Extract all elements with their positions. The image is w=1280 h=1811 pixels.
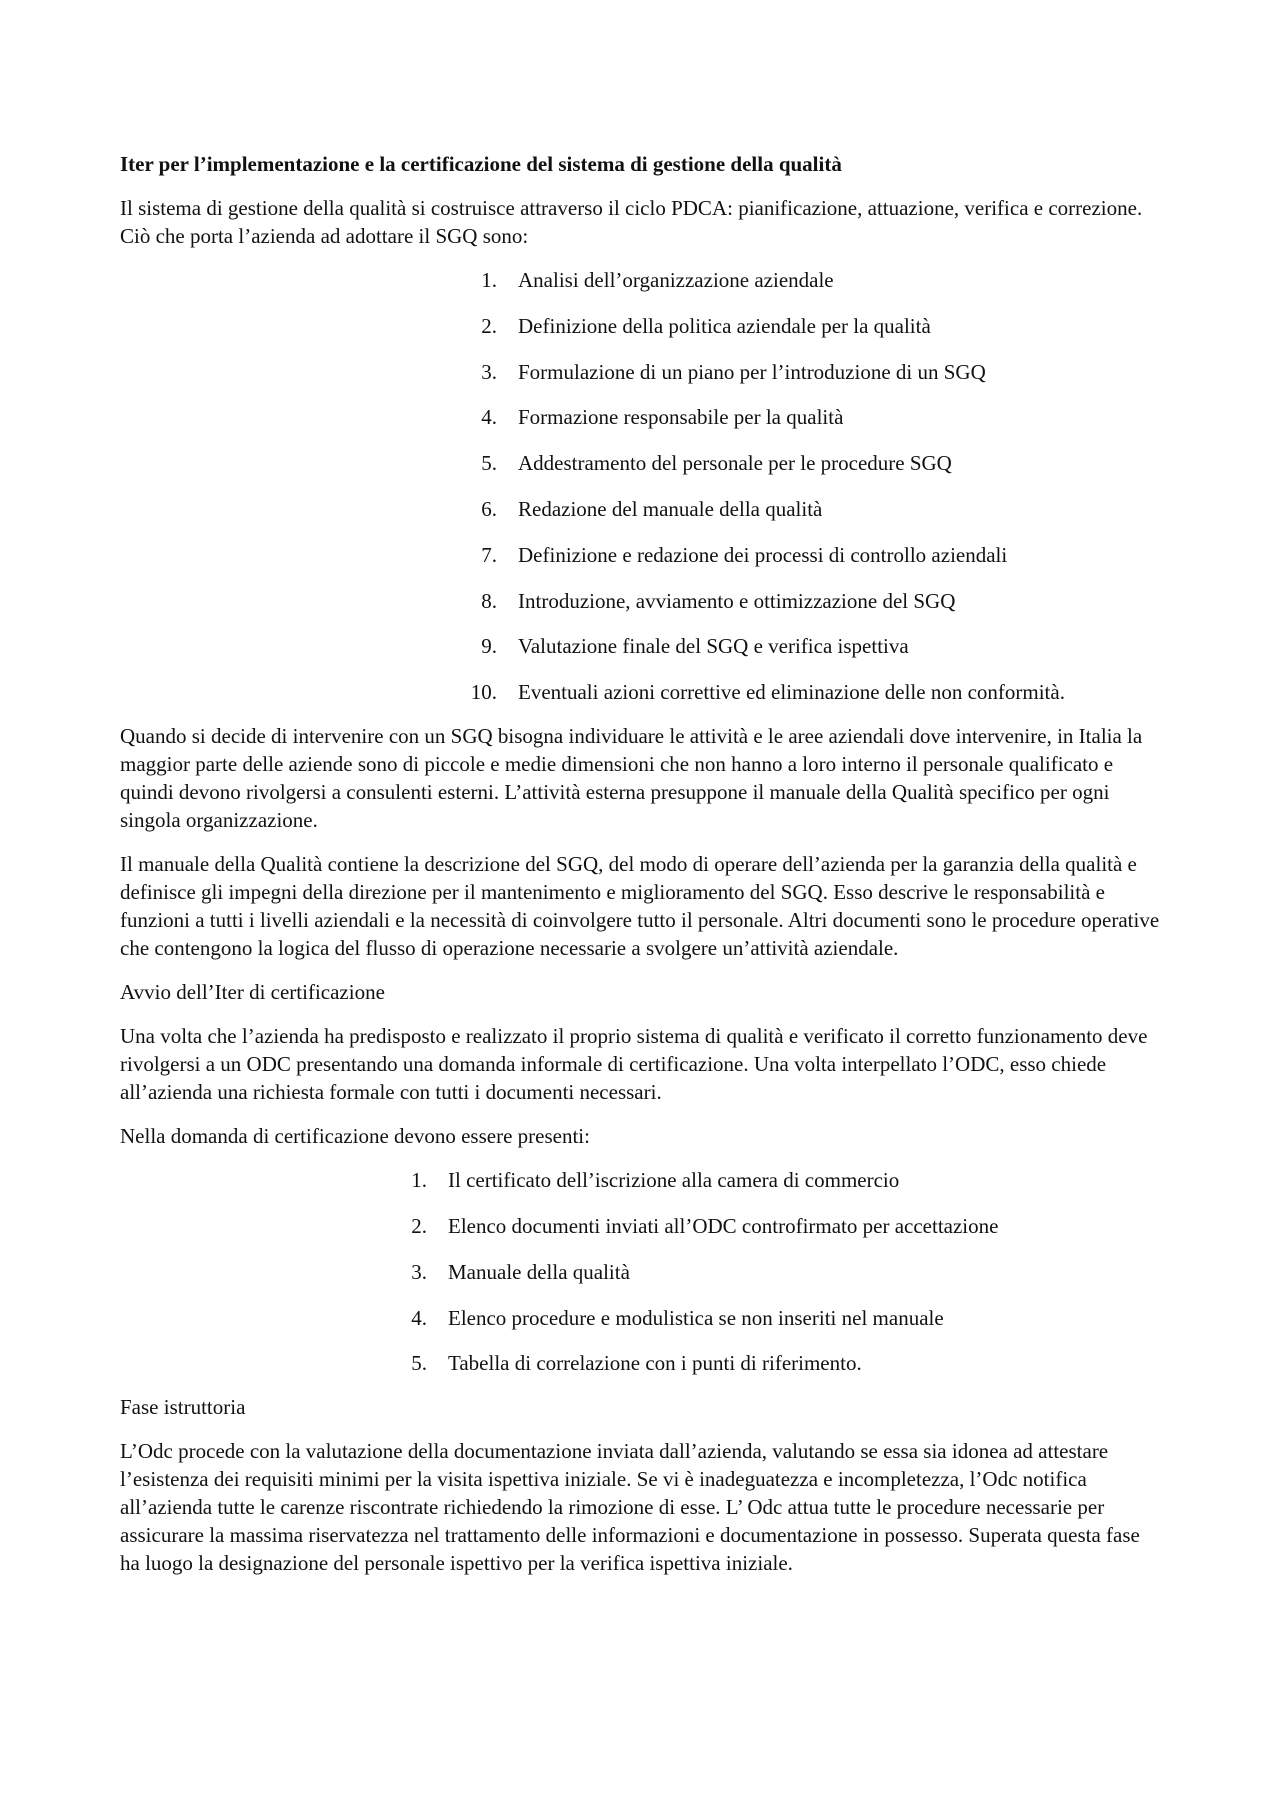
list-item-text: Addestramento del personale per le procedure SGQ	[518, 451, 952, 476]
implementation-steps-list	[120, 266, 1160, 706]
list-item-number: 1.	[481, 268, 497, 292]
intro-paragraph: Il sistema di gestione della qualità si costruisce attraverso il ciclo PDCA: pianificazione, attuazione, verifica e correzione. Ciò che porta l’azienda ad adottare il SGQ sono:	[120, 196, 1143, 248]
list-item-number: 4.	[481, 405, 497, 430]
list-item	[387, 1258, 1160, 1286]
list-item-text: Definizione e redazione dei processi di controllo aziendali	[518, 542, 1008, 567]
list-item-number: 9.	[481, 634, 497, 659]
list-item-text: Redazione del manuale della qualità	[518, 496, 823, 521]
list-item-text: Introduzione, avviamento e ottimizzazione del SGQ	[518, 588, 956, 613]
list-item-text: Formazione responsabile per la qualità	[518, 405, 844, 430]
list-item	[457, 587, 1160, 615]
list-item-text: Elenco documenti inviati all’ODC controfirmato per accettazione	[448, 1213, 999, 1238]
list-item-text: Manuale della qualità	[448, 1259, 630, 1284]
list-item	[387, 1166, 1160, 1194]
istruttoria-paragraph: L’Odc procede con la valutazione della documentazione inviata dall’azienda, valutando se essa sia idonea ad attestare l’esistenza dei requisiti minimi per la visita ispettiva iniziale. Se vi è inadeguatezza e incompletezza, l’Odc notifica all’azienda tutte le carenze riscontrate richiedendo la rimozione di esse. L’ Odc attua tutte le procedure necessarie per assicurare la massima riservatezza nel trattamento delle informazioni e documentazione in possesso. Superata questa fase ha luogo la designazione del personale ispettivo per la verifica ispettiva iniziale.	[120, 1439, 1140, 1576]
list-item-text: Definizione della politica aziendale per la qualità	[518, 313, 931, 338]
list-item-text: Tabella di correlazione con i punti di riferimento.	[448, 1351, 862, 1376]
list-item-text: Eventuali azioni correttive ed eliminazione delle non conformità.	[518, 680, 1065, 705]
list-item-number: 2.	[481, 313, 497, 338]
list-item-number: 3.	[411, 1259, 427, 1284]
list-item	[457, 449, 1160, 477]
document-title: Iter per l’implementazione e la certificazione del sistema di gestione della qualità	[120, 152, 842, 176]
list-item	[457, 266, 1160, 294]
list-item-number: 7.	[481, 542, 497, 567]
list-item-number: 5.	[411, 1351, 427, 1376]
list-item-number: 10.	[470, 680, 497, 705]
list-item	[457, 678, 1160, 706]
list-item-text: Analisi dell’organizzazione aziendale	[518, 268, 834, 292]
required-documents-list	[120, 1166, 1160, 1377]
sgq-paragraph: Quando si decide di intervenire con un SGQ bisogna individuare le attività e le aree aziendali dove intervenire, in Italia la maggior parte delle aziende sono di piccole e medie dimensioni che non hanno a loro interno il personale qualificato e quindi devono rivolgersi a consulenti esterni. L’attività esterna presuppone il manuale della Qualità specifico per ogni singola organizzazione.	[120, 724, 1143, 833]
istruttoria-heading: Fase istruttoria	[120, 1395, 246, 1420]
list-item	[457, 312, 1160, 340]
list-item-number: 8.	[481, 588, 497, 613]
manual-paragraph: Il manuale della Qualità contiene la descrizione del SGQ, del modo di operare dell’azienda per la garanzia della qualità e definisce gli impegni della direzione per il mantenimento e miglioramento del SGQ. Esso descrive le responsabilità e funzioni a tutti i livelli aziendali e la necessità di coinvolgere tutto il personale. Altri documenti sono le procedure operative che contengono la logica del flusso di operazione necessarie a svolgere un’attività aziendale.	[120, 852, 1160, 961]
list-item	[387, 1304, 1160, 1332]
list-item	[457, 358, 1160, 386]
list-item	[387, 1212, 1160, 1240]
list-item-number: 5.	[481, 451, 497, 476]
avvio-heading: Avvio dell’Iter di certificazione	[120, 980, 385, 1005]
list-item	[457, 495, 1160, 523]
list-item	[387, 1349, 1160, 1377]
list-item	[457, 403, 1160, 431]
list-item-number: 3.	[481, 359, 497, 384]
list-item	[457, 632, 1160, 660]
list-item-text: Valutazione finale del SGQ e verifica ispettiva	[518, 634, 909, 659]
list-item-text: Elenco procedure e modulistica se non inseriti nel manuale	[448, 1305, 944, 1330]
document-page	[120, 150, 1160, 1593]
list-item-number: 4.	[411, 1305, 427, 1330]
list-item-text: Formulazione di un piano per l’introduzione di un SGQ	[518, 359, 986, 384]
list-item-number: 6.	[481, 496, 497, 521]
list-item-number: 1.	[411, 1168, 427, 1193]
domanda-paragraph: Nella domanda di certificazione devono essere presenti:	[120, 1124, 590, 1149]
list-item	[457, 541, 1160, 569]
list-item-text: Il certificato dell’iscrizione alla camera di commercio	[448, 1168, 900, 1193]
list-item-number: 2.	[411, 1213, 427, 1238]
avvio-paragraph: Una volta che l’azienda ha predisposto e realizzato il proprio sistema di qualità e verificato il corretto funzionamento deve rivolgersi a un ODC presentando una domanda informale di certificazione. Una volta interpellato l’ODC, esso chiede all’azienda una richiesta formale con tutti i documenti necessari.	[120, 1024, 1148, 1105]
